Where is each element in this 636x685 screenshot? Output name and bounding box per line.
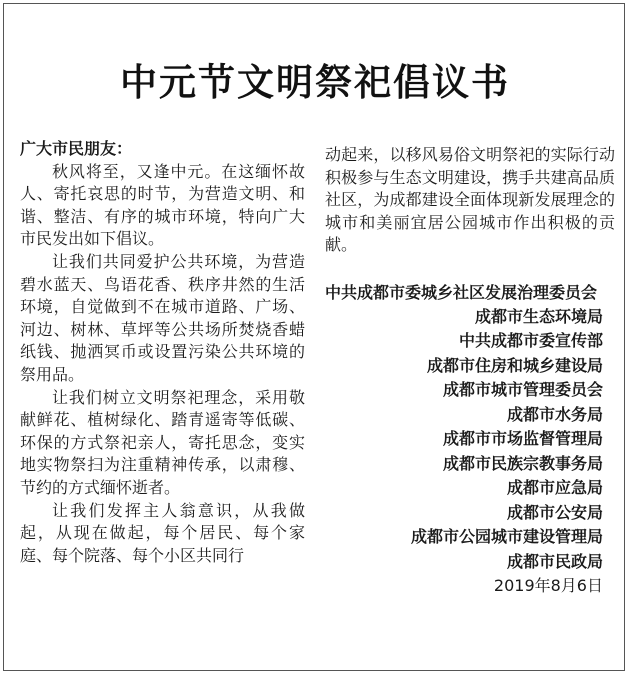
- organization-list: [325, 305, 615, 575]
- paragraph: 让我们树立文明祭祀理念，采用敬献鲜花、植树绿化、踏青遥寄等低碳、环保的方式祭祀亲人，寄托思念，变实地实物祭扫为注重精神传承，以肃穆、节约的方式缅怀逝者。: [20, 387, 305, 497]
- organization: 中共成都市委宣传部: [458, 331, 603, 351]
- organization: 成都市应急局: [506, 478, 603, 498]
- organization: 成都市水务局: [506, 404, 603, 424]
- paragraph-continued: 动起来，以移风易俗文明祭祀的实际行动积极参与生态文明建设，携手共建高品质社区，为成都建设全面体现新发展理念的城市和美丽宜居公园城市作出积极的贡献。: [325, 145, 615, 255]
- organization: 成都市公园城市建设管理局: [410, 527, 603, 547]
- paragraph: 让我们发挥主人翁意识，从我做起，从现在做起，每个居民、每个家庭、每个院落、每个小区共同行: [20, 500, 305, 565]
- organization: 成都市市场监督管理局: [442, 429, 603, 449]
- right-column: [325, 144, 615, 599]
- page-title: 中元节文明祭祀倡议书: [120, 60, 510, 104]
- greeting: 广大市民朋友：: [20, 139, 133, 158]
- organization: 成都市城市管理委员会: [442, 380, 603, 400]
- organization: 成都市公安局: [506, 502, 603, 522]
- left-column: [20, 138, 305, 567]
- organization: 成都市生态环境局: [474, 306, 603, 326]
- document-date: 2019年8月6日: [493, 576, 603, 596]
- signature-block: [325, 281, 615, 599]
- paragraph: 让我们共同爱护公共环境，为营造碧水蓝天、鸟语花香、秩序井然的生活环境，自觉做到不在城市道路、广场、河边、树林、草坪等公共场所焚烧香蜡纸钱、抛洒冥币或设置污染公共环境的祭用品。: [20, 251, 305, 384]
- organization: 成都市住房和城乡建设局: [426, 355, 603, 375]
- committee-name: 中共成都市委城乡社区发展治理委员会: [325, 282, 598, 302]
- organization: 成都市民族宗教事务局: [442, 453, 603, 473]
- paragraph: 秋风将至，又逢中元。在这缅怀故人、寄托哀思的时节，为营造文明、和谐、整洁、有序的城市环境，特向广大市民发出如下倡议。: [20, 161, 305, 249]
- organization: 成都市民政局: [506, 551, 603, 571]
